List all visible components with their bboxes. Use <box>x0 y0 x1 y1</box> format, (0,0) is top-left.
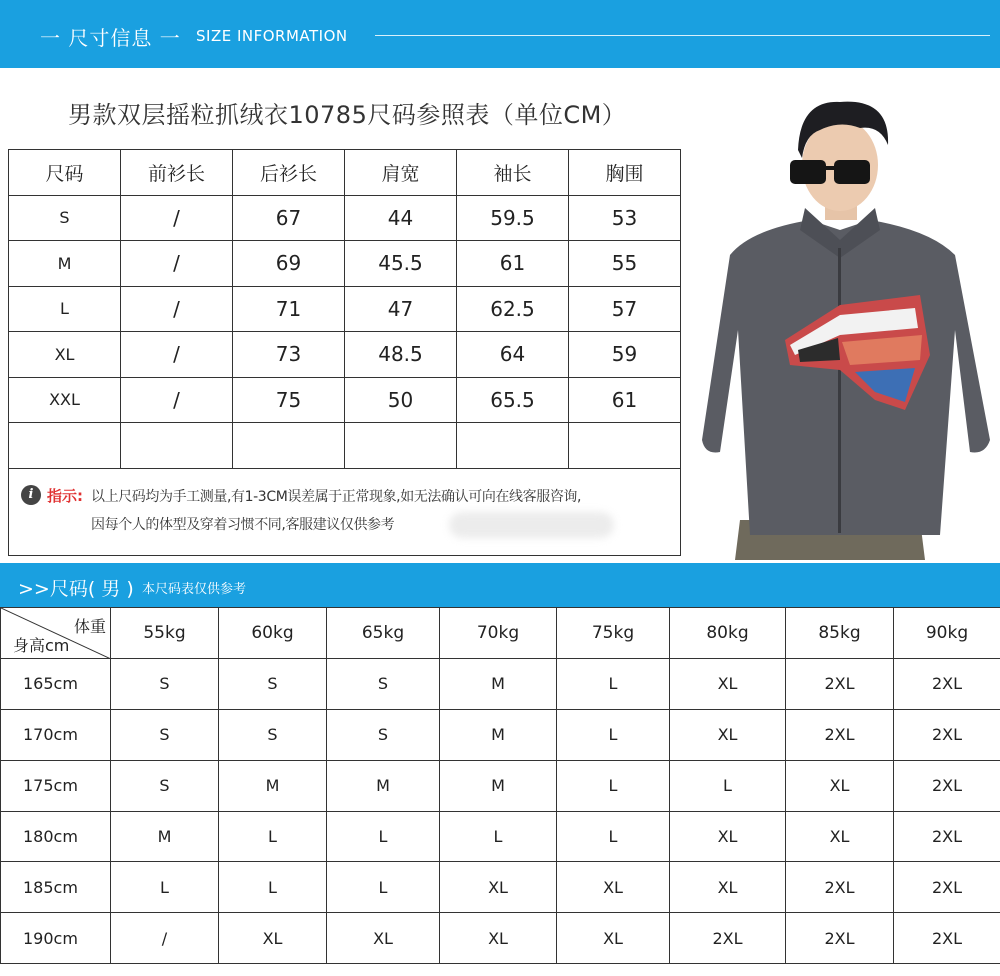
table-cell: XL <box>440 862 557 913</box>
section-header <box>0 0 1000 68</box>
table-row <box>1 811 1000 862</box>
table-row <box>1 658 1000 709</box>
section-title-en: SIZE INFORMATION <box>196 27 348 45</box>
section-title-cn: 一 尺寸信息 一 <box>40 26 181 50</box>
table-cell: 45.5 <box>345 241 457 287</box>
blurred-watermark <box>449 512 614 538</box>
table-cell: XXL <box>9 377 121 423</box>
table-cell: M <box>111 811 219 862</box>
table-cell: 50 <box>345 377 457 423</box>
weight-header: 70kg <box>440 608 557 659</box>
section2-title: >>尺码( 男 ) <box>18 578 134 600</box>
height-header: 190cm <box>1 913 111 964</box>
table-cell: / <box>121 377 233 423</box>
table-cell: L <box>219 862 327 913</box>
table-cell <box>121 423 233 469</box>
table-cell: 44 <box>345 195 457 241</box>
col-header: 胸围 <box>569 150 681 196</box>
table-cell: 53 <box>569 195 681 241</box>
table-row <box>1 760 1000 811</box>
col-header: 肩宽 <box>345 150 457 196</box>
table-row <box>1 862 1000 913</box>
jacket-zipper <box>838 248 841 533</box>
table-cell: XL <box>670 811 786 862</box>
table-cell: 2XL <box>786 658 894 709</box>
garment-table-header <box>9 150 681 196</box>
table-cell: S <box>111 709 219 760</box>
table-cell: M <box>219 760 327 811</box>
table-cell: L <box>9 286 121 332</box>
col-header: 前衫长 <box>121 150 233 196</box>
table-cell: 47 <box>345 286 457 332</box>
height-header: 165cm <box>1 658 111 709</box>
table-row <box>1 709 1000 760</box>
table-row <box>9 241 681 287</box>
table-cell: 48.5 <box>345 332 457 378</box>
table-cell: 2XL <box>786 913 894 964</box>
table-cell: L <box>327 811 440 862</box>
table-cell: 61 <box>457 241 569 287</box>
weight-header: 65kg <box>327 608 440 659</box>
height-header: 185cm <box>1 862 111 913</box>
table-cell: 67 <box>233 195 345 241</box>
garment-size-table <box>8 149 681 469</box>
table-cell: S <box>111 658 219 709</box>
table-cell: L <box>440 811 557 862</box>
table-cell: XL <box>9 332 121 378</box>
weight-header: 85kg <box>786 608 894 659</box>
table-cell: L <box>557 760 670 811</box>
table-cell: S <box>219 658 327 709</box>
table-cell: S <box>219 709 327 760</box>
table-cell: / <box>121 195 233 241</box>
table-row <box>9 332 681 378</box>
weight-axis-label: 体重 <box>73 617 106 636</box>
table-cell: L <box>557 811 670 862</box>
weight-header: 60kg <box>219 608 327 659</box>
table-cell: M <box>440 658 557 709</box>
table-cell: 2XL <box>894 658 1000 709</box>
height-axis-label: 身高cm <box>13 635 70 655</box>
table-cell: M <box>440 709 557 760</box>
table-cell: 75 <box>233 377 345 423</box>
table-cell: M <box>327 760 440 811</box>
table-row <box>1 913 1000 964</box>
table-cell: L <box>557 658 670 709</box>
table-cell: L <box>557 709 670 760</box>
table-cell: L <box>327 862 440 913</box>
table-cell: 73 <box>233 332 345 378</box>
weight-header: 80kg <box>670 608 786 659</box>
table-cell: 2XL <box>894 913 1000 964</box>
table-cell: 59.5 <box>457 195 569 241</box>
table-cell <box>457 423 569 469</box>
table-row <box>9 195 681 241</box>
col-header: 袖长 <box>457 150 569 196</box>
table-cell: XL <box>440 913 557 964</box>
weight-header: 55kg <box>111 608 219 659</box>
section2-subtitle: 本尺码表仅供参考 <box>142 582 247 597</box>
table-cell: XL <box>670 658 786 709</box>
size-chart-title: 男款双层摇粒抓绒衣10785尺码参照表（单位CM） <box>68 101 627 129</box>
col-header: 后衫长 <box>233 150 345 196</box>
table-cell: 62.5 <box>457 286 569 332</box>
table-header-row <box>1 608 1000 659</box>
table-cell: 59 <box>569 332 681 378</box>
table-cell: 57 <box>569 286 681 332</box>
height-weight-size-table <box>0 607 1000 964</box>
table-cell: 2XL <box>894 760 1000 811</box>
table-cell: / <box>121 286 233 332</box>
corner-cell <box>1 608 111 659</box>
table-cell: S <box>327 658 440 709</box>
table-cell: / <box>121 241 233 287</box>
weight-header: 90kg <box>894 608 1000 659</box>
table-cell <box>569 423 681 469</box>
table-cell: XL <box>670 862 786 913</box>
table-cell <box>345 423 457 469</box>
table-cell: / <box>121 332 233 378</box>
table-cell: S <box>327 709 440 760</box>
table-cell: L <box>111 862 219 913</box>
table-cell: 61 <box>569 377 681 423</box>
table-cell: XL <box>219 913 327 964</box>
table-cell: S <box>111 760 219 811</box>
table-cell <box>233 423 345 469</box>
table-cell: 69 <box>233 241 345 287</box>
table-cell: XL <box>327 913 440 964</box>
table-cell: L <box>219 811 327 862</box>
table-cell: M <box>9 241 121 287</box>
notice-label: 指示: <box>47 487 83 505</box>
weight-header: 75kg <box>557 608 670 659</box>
table-cell: 2XL <box>894 709 1000 760</box>
info-icon: i <box>21 485 41 505</box>
table-cell: 71 <box>233 286 345 332</box>
jacket <box>702 220 990 535</box>
table-cell: / <box>111 913 219 964</box>
table-cell: XL <box>786 811 894 862</box>
model-photo <box>690 80 1000 560</box>
table-cell: XL <box>557 913 670 964</box>
height-header: 180cm <box>1 811 111 862</box>
header-divider <box>375 35 990 36</box>
table-cell: XL <box>670 709 786 760</box>
table-cell: 2XL <box>786 709 894 760</box>
section2-header <box>0 563 1000 607</box>
table-cell: 55 <box>569 241 681 287</box>
table-cell: 2XL <box>670 913 786 964</box>
notice-text-line1: 以上尺码均为手工测量,有1-3CM误差属于正常现象,如无法确认可向在线客服咨询, <box>91 489 582 505</box>
table-cell: XL <box>557 862 670 913</box>
height-header: 175cm <box>1 760 111 811</box>
notice-text-line2: 因每个人的体型及穿着习惯不同,客服建议仅供参考 <box>91 517 395 533</box>
table-cell: 64 <box>457 332 569 378</box>
col-header: 尺码 <box>9 150 121 196</box>
table-cell: L <box>670 760 786 811</box>
table-row <box>9 377 681 423</box>
table-cell <box>9 423 121 469</box>
table-cell: 2XL <box>786 862 894 913</box>
table-cell: 2XL <box>894 811 1000 862</box>
measurement-notice <box>8 467 681 556</box>
table-cell: S <box>9 195 121 241</box>
height-header: 170cm <box>1 709 111 760</box>
table-cell: XL <box>786 760 894 811</box>
table-cell: 2XL <box>894 862 1000 913</box>
table-row <box>9 286 681 332</box>
table-cell: 65.5 <box>457 377 569 423</box>
table-cell: M <box>440 760 557 811</box>
table-row-empty <box>9 423 681 469</box>
